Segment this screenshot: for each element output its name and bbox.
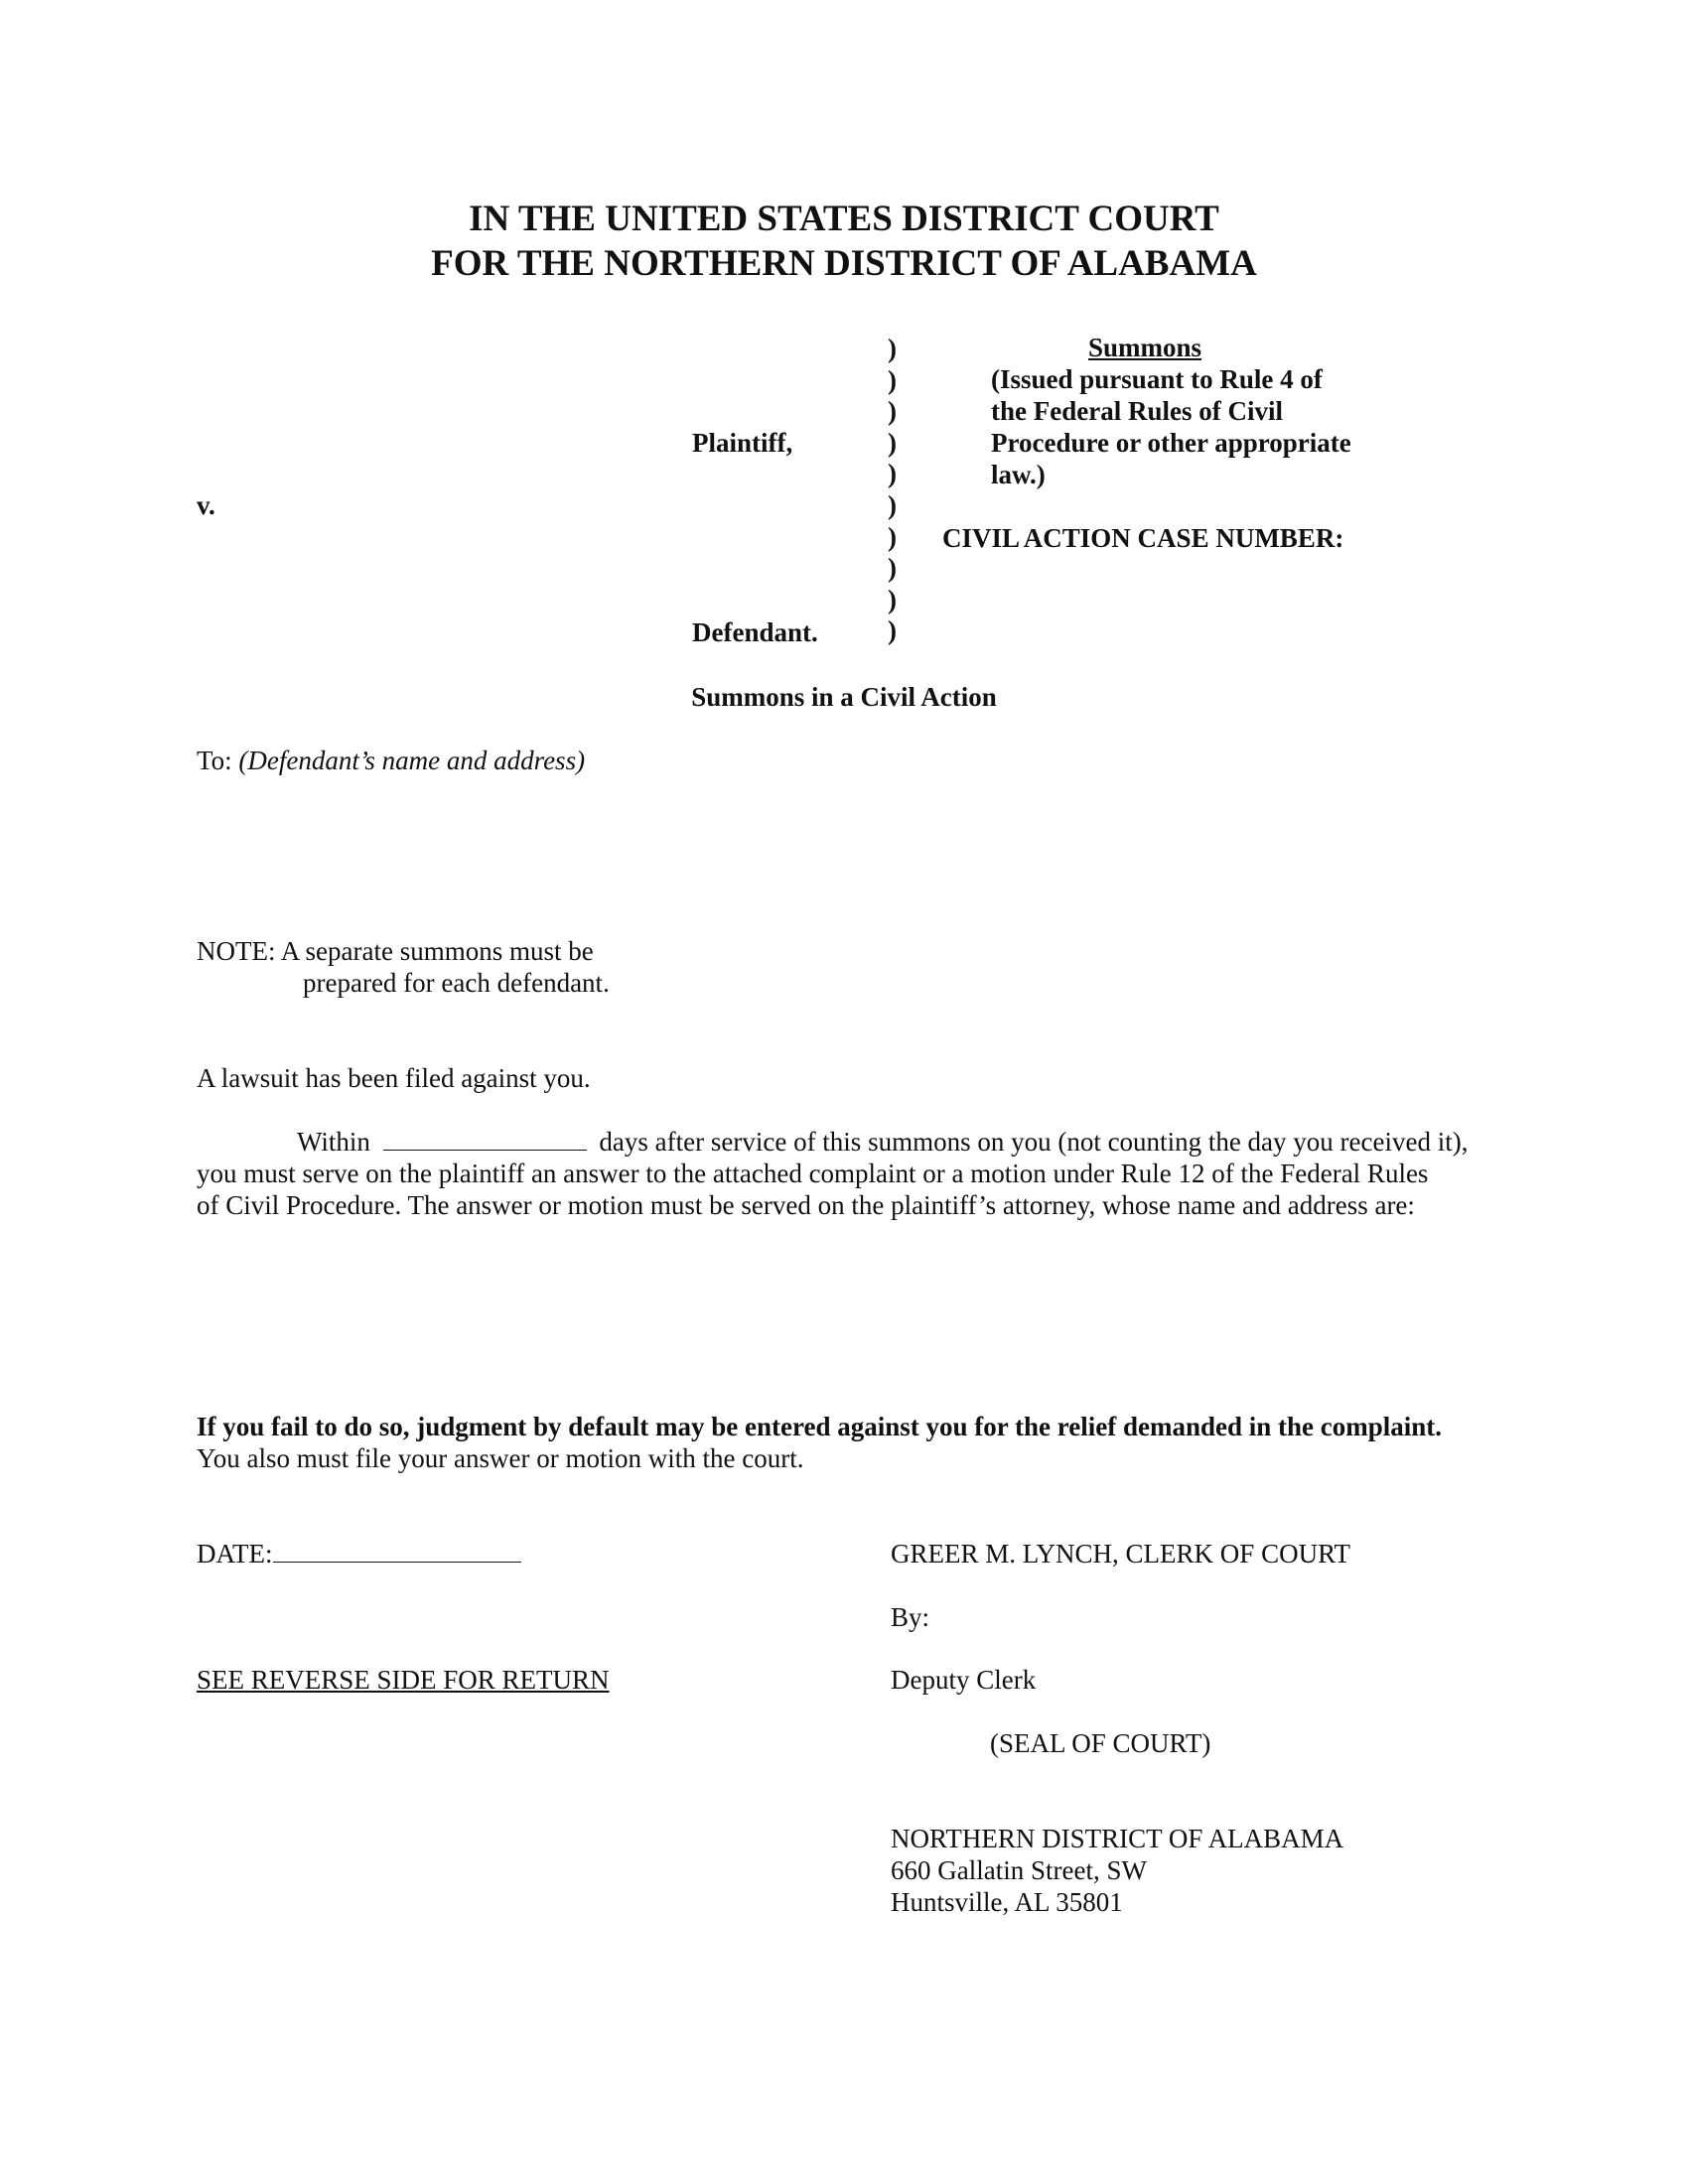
summons-note-line: law.) xyxy=(991,460,1046,489)
summons-heading: Summons xyxy=(1088,333,1202,362)
court-address xyxy=(891,1823,1343,1918)
caption-paren: ) xyxy=(888,521,897,552)
date-label: DATE: xyxy=(197,1539,273,1569)
by-label: By: xyxy=(891,1602,930,1632)
paragraph-line-2: you must serve on the plaintiff an answer to the attached complaint or a motion under Rule 12 of the Federal Rules xyxy=(197,1159,1429,1188)
caption-paren: ) xyxy=(888,553,897,584)
caption-paren: ) xyxy=(888,396,897,427)
to-label: To: xyxy=(197,746,232,775)
paragraph-line-1 xyxy=(297,1126,1468,1158)
court-title-line-1: IN THE UNITED STATES DISTRICT COURT xyxy=(469,199,1219,239)
defendant-name-placeholder: (Defendant’s name and address) xyxy=(238,746,586,775)
file-notice: You also must file your answer or motion with the court. xyxy=(197,1443,804,1473)
within-rest: days after service of this summons on you (not counting the day you received it), xyxy=(599,1127,1469,1157)
caption-paren-column xyxy=(888,334,897,647)
reverse-side-note: SEE REVERSE SIDE FOR RETURN xyxy=(197,1665,610,1695)
note-line-1: NOTE: A separate summons must be xyxy=(197,936,594,966)
summons-note-line: (Issued pursuant to Rule 4 of xyxy=(991,364,1323,394)
address-line: NORTHERN DISTRICT OF ALABAMA xyxy=(891,1824,1344,1853)
lawsuit-notice: A lawsuit has been filed against you. xyxy=(197,1063,591,1093)
date-line xyxy=(197,1538,521,1570)
case-number-label: CIVIL ACTION CASE NUMBER: xyxy=(942,523,1344,553)
clerk-name: GREER M. LYNCH, CLERK OF COURT xyxy=(891,1539,1350,1569)
address-line: 660 Gallatin Street, SW xyxy=(891,1855,1147,1885)
note-line-2: prepared for each defendant. xyxy=(303,968,610,998)
court-title-line-2: FOR THE NORTHERN DISTRICT OF ALABAMA xyxy=(431,243,1257,284)
summons-note-line: the Federal Rules of Civil xyxy=(991,396,1283,426)
caption-paren: ) xyxy=(888,459,897,489)
within-word: Within xyxy=(297,1127,370,1157)
to-line xyxy=(197,745,585,776)
deputy-clerk: Deputy Clerk xyxy=(891,1665,1037,1695)
caption-paren: ) xyxy=(888,427,897,458)
defendant-label: Defendant. xyxy=(692,617,818,647)
caption-paren: ) xyxy=(888,364,897,395)
seal-of-court: (SEAL OF COURT) xyxy=(990,1728,1211,1758)
versus-label: v. xyxy=(197,490,215,520)
date-blank-field[interactable] xyxy=(273,1540,521,1563)
caption-paren: ) xyxy=(888,615,897,646)
section-title: Summons in a Civil Action xyxy=(691,682,997,712)
caption-paren: ) xyxy=(888,334,897,363)
caption-paren: ) xyxy=(888,584,897,614)
address-line: Huntsville, AL 35801 xyxy=(891,1887,1123,1917)
summons-note-line: Procedure or other appropriate xyxy=(991,428,1351,458)
summons-note xyxy=(991,363,1351,490)
paragraph-line-3: of Civil Procedure. The answer or motion must be served on the plaintiff’s attorney, whose name and address are: xyxy=(197,1190,1415,1220)
default-warning: If you fail to do so, judgment by default may be entered against you for the relief demanded in the complaint. xyxy=(197,1412,1443,1441)
plaintiff-label: Plaintiff, xyxy=(692,428,793,458)
caption-paren: ) xyxy=(888,489,897,520)
days-blank-field[interactable] xyxy=(383,1128,587,1151)
